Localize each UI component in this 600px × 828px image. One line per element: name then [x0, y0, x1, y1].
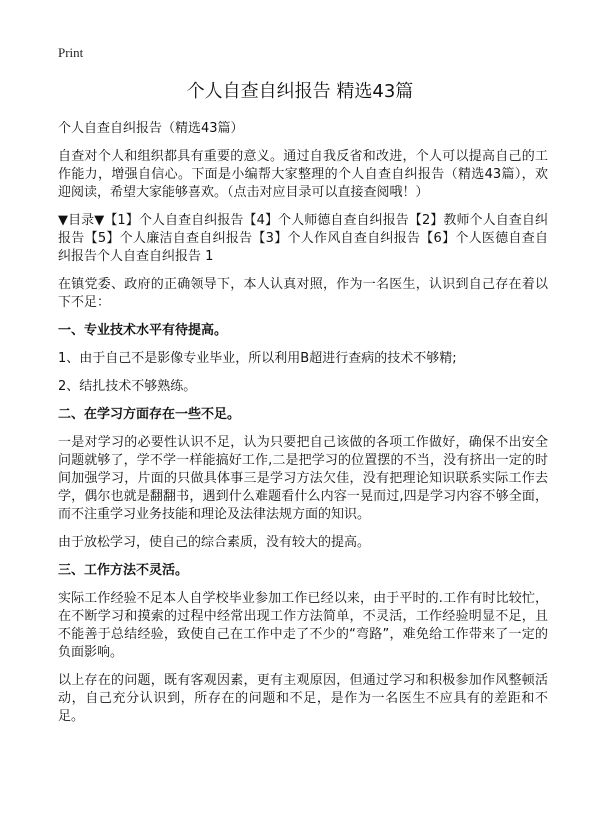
document-subtitle: 个人自查自纠报告（精选43篇）	[58, 121, 244, 136]
document-title: 个人自查自纠报告 精选43篇	[186, 81, 414, 102]
section-1-paragraph-2: 2、结扎技术不够熟练。	[58, 379, 197, 394]
section-heading-1: 一、专业技术水平有待提高。	[58, 323, 228, 338]
toc-item-2[interactable]: 【2】教师个人自查自纠报告	[58, 213, 548, 246]
toc-item-1[interactable]: 【1】个人自查自纠报告	[104, 213, 244, 228]
section-2-paragraph-1: 一是对学习的必要性认识不足，认为只要把自己该做的各项工作做好，确保不出安全问题就够了，学不学一样能搞好工作,二是把学习的位置摆的不当，没有挤出一定的时间加强学习，片面的只做具体事三是学习方法欠佳，没有把理论知识联系实际工作去学，偶尔也就是翻翻书，遇到什么难题看什么内容一晃而过,四是学习内容不够全面，而不注重学习业务技能和理论及法律法规方面的知识。	[58, 435, 548, 522]
section-3-paragraph-1: 实际工作经验不足本人自学校毕业参加工作已经以来，由于平时的.工作有时比较忙，在不断学习和摸索的过程中经常出现工作方法简单，不灵活，工作经验明显不足，且不能善于总结经验，致使自己在工作中走了不少的“弯路”，难免给工作带来了一定的负面影响。	[58, 591, 548, 660]
opening-paragraph: 在镇党委、政府的正确领导下，本人认真对照，作为一名医生，认识到自己存在着以下不足：	[58, 277, 548, 310]
section-1-label: 个人自查自纠报告 1	[97, 249, 214, 264]
section-2-paragraph-2: 由于放松学习，使自己的综合素质，没有较大的提高。	[58, 535, 371, 550]
toc-item-4[interactable]: 【4】个人师德自查自纠报告	[243, 213, 409, 228]
section-heading-3: 三、工作方法不灵活。	[58, 563, 189, 578]
print-link[interactable]: Print	[58, 45, 84, 60]
toc-item-5[interactable]: 【5】个人廉洁自查自纠报告	[84, 231, 253, 246]
intro-paragraph: 自查对个人和组织都具有重要的意义。通过自我反省和改进，个人可以提高自己的工作能力，增强自信心。下面是小编帮大家整理的个人自查自纠报告（精选43篇），欢迎阅读，希望大家能够喜欢。（点击对应目录可以直接查阅哦！）	[58, 149, 548, 200]
section-3-paragraph-2: 以上存在的问题，既有客观因素，更有主观原因，但通过学习和积极参加作风整顿活动，自己充分认识到，所存在的问题和不足，是作为一名医生不应具有的差距和不足。	[58, 673, 548, 724]
toc-item-3[interactable]: 【3】个人作风自查自纠报告	[252, 231, 421, 246]
toc-item-6[interactable]: 【6】个人医德自查自纠报告	[58, 231, 548, 264]
toc-prefix: ▼目录▼	[58, 213, 105, 228]
table-of-contents	[58, 212, 548, 266]
section-1-paragraph-1: 1、由于自己不是影像专业毕业，所以利用B超进行查病的技术不够精;	[58, 351, 457, 366]
document-body	[58, 120, 548, 736]
section-heading-2: 二、在学习方面存在一些不足。	[58, 407, 241, 422]
